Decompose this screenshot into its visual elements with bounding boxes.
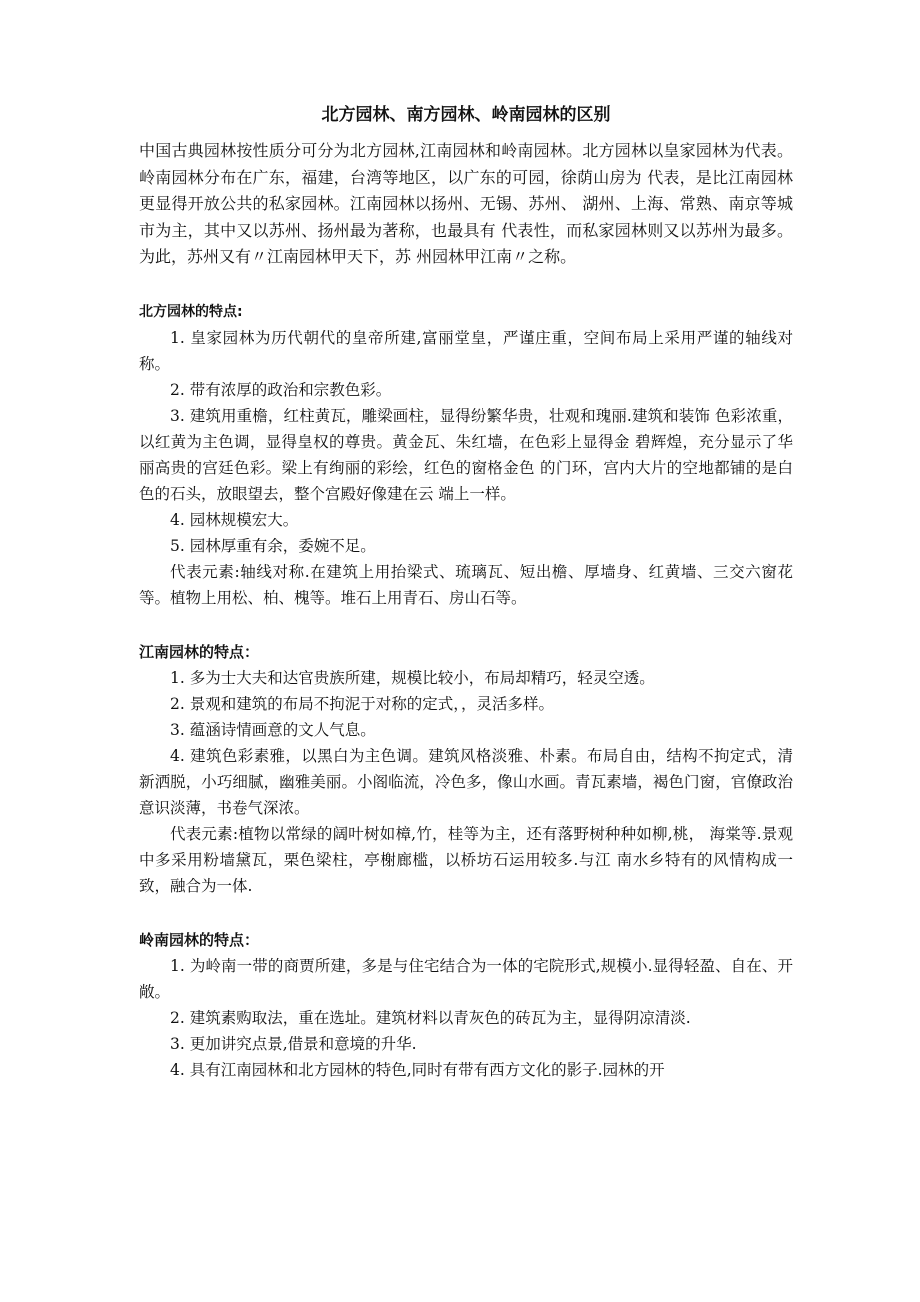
- north-item: 2. 带有浓厚的政治和宗教色彩。: [170, 380, 392, 399]
- intro-paragraph: 中国古典园林按性质分可分为北方园林,江南园林和岭南园林。北方园林以皇家园林为代表。岭南园林分布在广东，福建，台湾等地区，以广东的可园，徐荫山房为 代表，是比江南园林更显得开放公共的私家园林。江南园林以扬州、无锡、苏州、 湖州、上海、常熟、南京等城市为主，其中又以苏州、扬州最为著称，也最具有 代表性，而私家园林则又以苏州为最多。为此，苏州又有〃江南园林甲天下，苏 州园林甲江南〃之称。: [139, 141, 793, 266]
- north-item: 5. 园林厚重有余，委婉不足。: [170, 536, 376, 555]
- lingnan-item: 2. 建筑素购取法，重在选址。建筑材料以青灰色的砖瓦为主，显得阴凉清淡.: [170, 1008, 691, 1027]
- north-item: 4. 园林规模宏大。: [170, 510, 299, 529]
- north-item: 1. 皇家园林为历代朝代的皇帝所建,富丽堂皇，严谨庄重，空间布局上采用严谨的轴线对称。: [139, 328, 793, 373]
- lingnan-heading: 岭南园林的特点：: [139, 930, 260, 949]
- lingnan-item: 4. 具有江南园林和北方园林的特色,同时有带有西方文化的影子.园林的开: [170, 1060, 665, 1079]
- document-page: [139, 102, 793, 1083]
- north-heading: 北方园林的特点:: [139, 303, 243, 320]
- jiangnan-elements: 代表元素:植物以常绿的阔叶树如樟,竹，桂等为主，还有落野树种种如柳,桃， 海棠等.景观中多采用粉墙黛瓦，栗色梁柱，亭榭廊槛，以桥坊石运用较多.与江 南水乡特有的风情构成一致，融合为一体.: [139, 824, 793, 895]
- jiangnan-item: 1. 多为士大夫和达官贵族所建，规模比较小，布局却精巧，轻灵空透。: [170, 668, 655, 687]
- document-title: 北方园林、南方园林、岭南园林的区别: [321, 105, 611, 125]
- jiangnan-section: [139, 639, 793, 899]
- jiangnan-item: 2. 景观和建筑的布局不拘泥于对称的定式，，灵活多样。: [170, 694, 554, 713]
- north-section: [139, 299, 793, 611]
- jiangnan-heading: 江南园林的特点：: [139, 642, 260, 661]
- lingnan-item: 1. 为岭南一带的商贾所建，多是与住宅结合为一体的宅院形式,规模小.显得轻盈、自在、开敞。: [139, 956, 793, 1001]
- lingnan-section: [139, 927, 793, 1083]
- north-item: 3. 建筑用重檐，红柱黄瓦，雕梁画柱，显得纷繁华贵，壮观和瑰丽.建筑和装饰 色彩浓重，以红黄为主色调，显得皇权的尊贵。黄金瓦、朱红墙，在色彩上显得金 碧辉煌，充分显示了华丽高贵的宫廷色彩。梁上有绚丽的彩绘，红色的窗格金色 的门环，宫内大片的空地都铺的是白色的石头，放眼望去，整个宫殿好像建在云 端上一样。: [139, 406, 793, 503]
- lingnan-item: 3. 更加讲究点景,借景和意境的升华.: [170, 1034, 417, 1053]
- jiangnan-item: 3. 蕴涵诗情画意的文人气息。: [170, 720, 376, 739]
- north-elements: 代表元素:轴线对称.在建筑上用抬梁式、琉璃瓦、短出檐、厚墙身、红黄墙、三交六窗花等。植物上用松、柏、槐等。堆石上用青石、房山石等。: [139, 562, 793, 607]
- jiangnan-item: 4. 建筑色彩素雅，以黑白为主色调。建筑风格淡雅、朴素。布局自由，结构不拘定式，清新洒脱，小巧细腻，幽雅美丽。小阁临流，冷色多，像山水画。青瓦素墙，褐色门窗，官僚政治意识淡薄，书卷气深浓。: [139, 746, 793, 817]
